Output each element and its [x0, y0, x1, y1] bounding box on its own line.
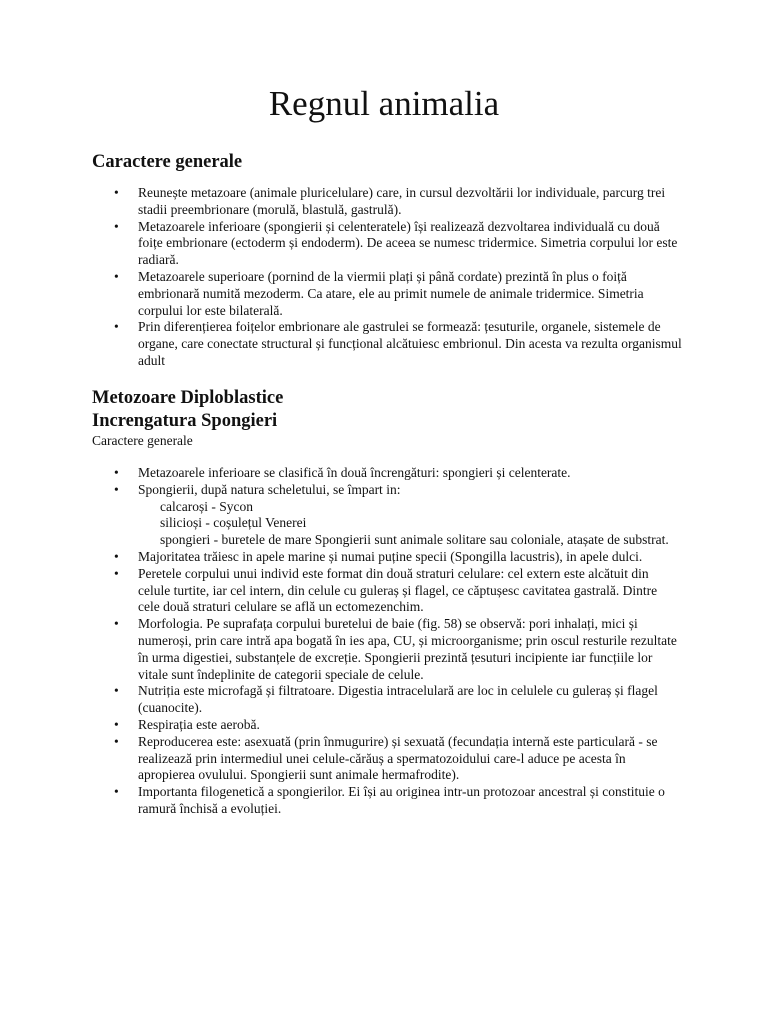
list-item [92, 219, 682, 269]
bullet-icon: • [114, 185, 119, 200]
bullet-icon: • [114, 268, 119, 284]
list-item-text: Prin diferențierea foițelor embrionare ale gastrulei se formează: țesuturile, organele, sistemele de organe, care conectate structural și funcțional alcătuiesc embrionul. Din acesta va rezulta organismul adult [138, 319, 682, 368]
subsection-caption: Caractere generale [92, 433, 193, 448]
bullet-icon: • [114, 784, 119, 800]
list-item [92, 185, 682, 219]
list-item-text: Respirația este aerobă. [138, 716, 260, 732]
list-item [92, 717, 682, 734]
list-item [92, 566, 682, 616]
list-item-text: Reproducerea este: asexuată (prin înmugurire) și sexuată (fecundația internă este particulară - se realizează prin intermediul unei celule-cărăuș a spermatozoidului care-l aduce pe acesta în apropierea ovulului. Spongierii sunt animale hermafrodite). [138, 733, 658, 783]
section-heading-caractere-generale: Caractere generale [92, 152, 243, 172]
spongieri-characteristics-list [92, 465, 682, 818]
bullet-icon: • [114, 733, 119, 749]
bullet-icon: • [114, 683, 119, 699]
bullet-icon: • [114, 565, 119, 581]
list-item-text: Spongierii, după natura scheletului, se împart in: [138, 481, 401, 497]
bullet-icon: • [114, 465, 119, 480]
list-item-text: Nutriția este microfagă și filtratoare. Digestia intracelulară are loc in celulele cu guleraș și flagel (cuanocite). [138, 683, 658, 716]
bullet-icon: • [114, 218, 119, 234]
section-heading-metozoare-diploblastice: Metozoare Diploblastice [92, 388, 284, 408]
list-item [92, 784, 682, 818]
sub-item-text: silicioși - coșulețul Venerei [160, 515, 307, 531]
list-item [92, 549, 682, 566]
list-item-text: Morfologia. Pe suprafața corpului buretelui de baie (fig. 58) se observă: pori inhalați, mici și numeroși, prin care intră apa bogată în ies apa, CU, și microorganisme; prin oscul resturile rezultate în urma digestiei, substanțele de excreție. Spongierii prezintă țesuturi incipiente iar funcțiile lor vitale sunt îndeplinite de categorii speciale de celule. [138, 616, 677, 682]
general-characteristics-list [92, 185, 682, 370]
sub-item-text: calcaroși - Sycon [160, 498, 253, 514]
section-heading-increngatura-spongieri: Increngatura Spongieri [92, 411, 278, 431]
list-item [92, 319, 682, 369]
list-item [92, 683, 682, 717]
list-item [92, 269, 682, 319]
sub-item-text: spongieri - buretele de mare Spongierii sunt animale solitare sau coloniale, atașate de substrat. [160, 532, 669, 548]
list-item-text: Metazoarele inferioare (spongierii și celenteratele) își realizează dezvoltarea individuală cu două foițe embrionare (ectoderm și endoderm). De aceea se numesc tridermice. Simetria corpului lor este radiară. [138, 218, 678, 268]
bullet-icon: • [114, 716, 119, 732]
list-item-text: Importanta filogenetică a spongierilor. Ei își au originea intr-un protozoar ancestral și constituie o ramură închisă a evoluției. [138, 784, 665, 816]
bullet-icon: • [114, 548, 119, 564]
bullet-icon: • [114, 319, 119, 335]
list-item [92, 616, 682, 683]
list-item-text: Reunește metazoare (animale pluricelulare) care, in cursul dezvoltării lor individuale, parcurg trei stadii preembrionare (morulă, blastulă, gastrulă). [138, 185, 666, 217]
bullet-icon: • [114, 616, 119, 632]
list-item-text: Peretele corpului unui individ este format din două straturi celulare: cel extern este alcătuit din celule turtite, iar cel intern, din celule cu guleraș și flagel, ce căptușesc cavitatea gastrală. Dintre cele două straturi celulare se află un ectomezenchim. [138, 565, 658, 615]
bullet-icon: • [114, 481, 119, 497]
list-item [92, 482, 682, 549]
list-item [92, 465, 682, 482]
document-title: Regnul animalia [268, 84, 500, 123]
list-item-text: Metazoarele superioare (pornind de la viermii plați și până cordate) prezintă în plus o foiță embrionară numită mezoderm. Ca atare, ele au primit numele de animale tridermice. Simetria corpului lor este bilaterală. [138, 268, 644, 318]
list-item-text: Metazoarele inferioare se clasifică în două încrengături: spongieri și celenterate. [138, 465, 571, 480]
list-item [92, 734, 682, 784]
list-item-text: Majoritatea trăiesc in apele marine și numai puține specii (Spongilla lacustris), in apele dulci. [138, 548, 643, 564]
